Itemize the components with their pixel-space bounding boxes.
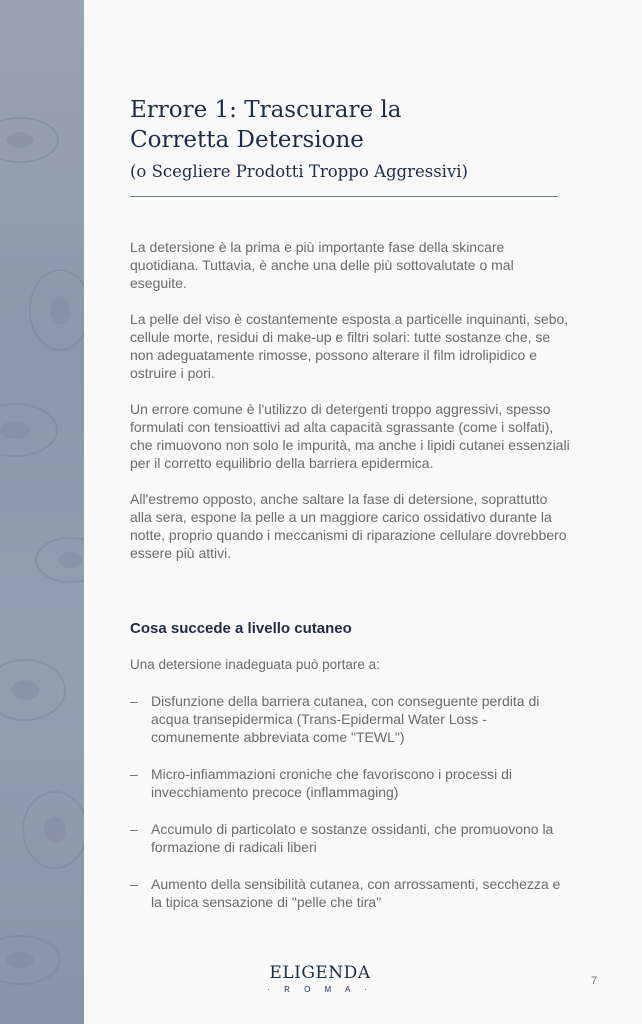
paragraph: All'estremo opposto, anche saltare la fase di detersione, soprattutto alla sera, espone la pelle a un maggiore carico ossidativo durante la notte, proprio quando i meccanismi di riparazione cellulare dovrebbero essere più attivi. (130, 491, 567, 561)
paragraph: La detersione è la prima e più importante fase della skincare quotidiana. Tuttavia, è anche una delle più sottovalutate o mal eseguite. (130, 239, 514, 291)
list-item-text: Micro-infiammazioni croniche che favoriscono i processi di invecchiamento precoce (inflammaging) (151, 766, 513, 800)
brand-logo (260, 963, 380, 996)
logo-subtitle: · R O M A · (267, 985, 373, 994)
page-subtitle: (o Scegliere Prodotti Troppo Aggressivi) (130, 162, 468, 181)
logo-brand-name: ELIGENDA (269, 963, 371, 983)
bullet-dash-icon: – (130, 766, 138, 782)
paragraph: Un errore comune è l'utilizzo di detergenti troppo aggressivi, spesso formulati con tensioattivi ad alta capacità sgrassante (come i solfati), che rimuovono non solo le impurità, ma anche i lipidi cutanei essenziali per il corretto equilibrio della barriera epidermica. (130, 401, 570, 471)
list-item (130, 692, 570, 746)
section-heading: Cosa succede a livello cutaneo (130, 620, 352, 637)
list-item (130, 765, 570, 801)
bullet-dash-icon: – (130, 821, 138, 837)
title-line: Corretta Detersione (130, 127, 364, 153)
title-divider (130, 196, 558, 197)
list-item-text: Accumulo di particolato e sostanze ossidanti, che promuovono la formazione di radicali liberi (151, 821, 554, 855)
list-item (130, 875, 570, 911)
page-number: 7 (590, 975, 598, 987)
bullet-dash-icon: – (130, 693, 138, 709)
list-item (130, 820, 570, 856)
page-title (130, 95, 570, 155)
list-item-text: Aumento della sensibilità cutanea, con arrossamenti, secchezza e la tipica sensazione di "pelle che tira" (151, 876, 561, 910)
list-item-text: Disfunzione della barriera cutanea, con conseguente perdita di acqua transepidermica (Trans-Epidermal Water Loss - comunemente abbreviata come "TEWL") (151, 693, 540, 745)
section-intro: Una detersione inadeguata può portare a: (130, 657, 380, 672)
paragraph: La pelle del viso è costantemente esposta a particelle inquinanti, sebo, cellule morte, residui di make-up e filtri solari: tutte sostanze che, se non adeguatamente rimosse, possono alterare il film idrolipidico e ostruire i pori. (130, 311, 569, 381)
body-text (130, 238, 570, 580)
bullet-list (130, 692, 570, 930)
bullet-dash-icon: – (130, 876, 138, 892)
decorative-side-band (0, 0, 84, 1024)
feather-pattern-decoration (0, 0, 84, 1024)
title-line: Errore 1: Trascurare la (130, 97, 402, 123)
